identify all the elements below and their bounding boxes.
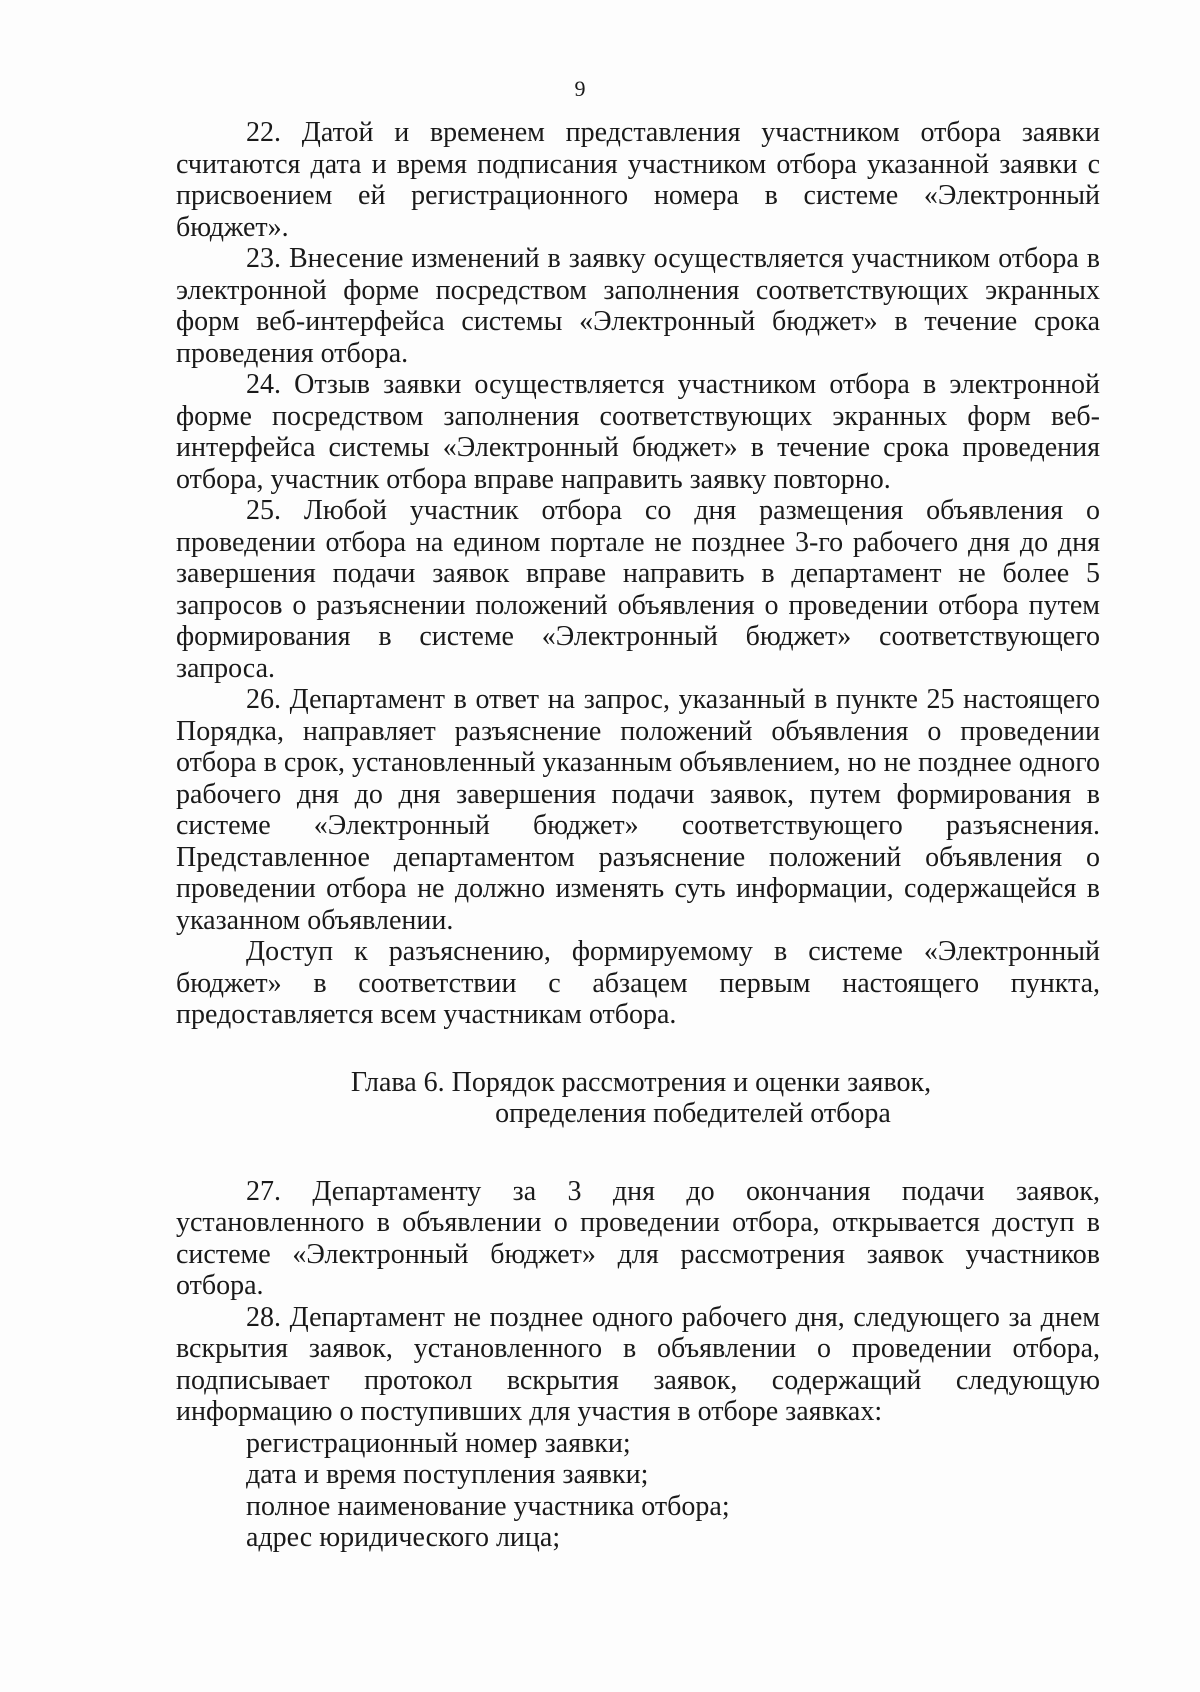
document-body [176, 117, 1100, 1554]
list-item: полное наименование участника отбора; [246, 1490, 730, 1522]
paragraph-24: 24. Отзыв заявки осуществляется участником отбора в электронной форме посредством заполнения соответствующих экранных форм веб-интерфейса системы «Электронный бюджет» в течение срока проведения отбора, участник отбора вправе направить заявку повторно. [176, 369, 1100, 495]
paragraph-23: 23. Внесение изменений в заявку осуществляется участником отбора в электронной форме посредством заполнения соответствующих экранных форм веб-интерфейса системы «Электронный бюджет» в течение срока проведения отбора. [176, 243, 1100, 369]
page-number: 9 [574, 76, 586, 101]
list-item: регистрационный номер заявки; [246, 1427, 631, 1459]
paragraph-26: 26. Департамент в ответ на запрос, указанный в пункте 25 настоящего Порядка, направляет разъяснение положений объявления о проведении отбора в срок, установленный указанным объявлением, но не позднее одного рабочего дня до дня завершения подачи заявок, путем формирования в системе «Электронный бюджет» соответствующего разъяснения. Представленное департаментом разъяснение положений объявления о проведении отбора не должно изменять суть информации, содержащейся в указанном объявлении. [176, 684, 1100, 936]
paragraph-28: 28. Департамент не позднее одного рабочего дня, следующего за днем вскрытия заявок, установленного в объявлении о проведении отбора, подписывает протокол вскрытия заявок, содержащий следующую информацию о поступивших для участия в отборе заявках: [176, 1301, 1100, 1427]
list-item: дата и время поступления заявки; [246, 1459, 649, 1490]
paragraph-27: 27. Департаменту за 3 дня до окончания подачи заявок, установленного в объявлении о проведении отбора, открывается доступ в системе «Электронный бюджет» для рассмотрения заявок участников отбора. [176, 1175, 1100, 1301]
chapter-heading-line-1: Глава 6. Порядок рассмотрения и оценки заявок, [350, 1066, 932, 1098]
chapter-heading [176, 1067, 1100, 1130]
paragraph-22: 22. Датой и временем представления участником отбора заявки считаются дата и время подписания участником отбора указанной заявки с присвоением ей регистрационного номера в системе «Электронный бюджет». [176, 117, 1100, 243]
paragraph-26-access: Доступ к разъяснению, формируемому в системе «Электронный бюджет» в соответствии с абзацем первым настоящего пункта, предоставляется всем участникам отбора. [176, 936, 1100, 1030]
list-item: адрес юридического лица; [246, 1522, 561, 1553]
paragraph-25: 25. Любой участник отбора со дня размещения объявления о проведении отбора на едином портале не позднее 3-го рабочего дня до дня завершения подачи заявок вправе направить в департамент не более 5 запросов о разъяснении положений объявления о проведении отбора путем формирования в системе «Электронный бюджет» соответствующего запроса. [176, 495, 1100, 684]
chapter-heading-line-2: определения победителей отбора [495, 1098, 891, 1129]
